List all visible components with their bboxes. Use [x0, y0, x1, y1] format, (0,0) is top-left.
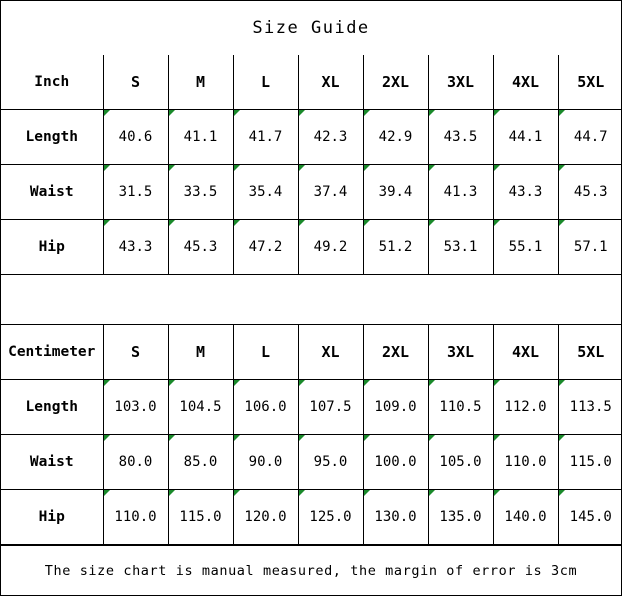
- cell-inch-hip-4xl: 55.1: [493, 220, 558, 275]
- cell-cm-length-3xl: 110.5: [428, 380, 493, 435]
- table-header-row: [1, 55, 622, 110]
- cell-cm-waist-4xl: 110.0: [493, 435, 558, 490]
- cell-cm-hip-5xl: 145.0: [558, 490, 622, 545]
- cell-inch-waist-l: 35.4: [233, 165, 298, 220]
- size-header-5xl: 5XL: [558, 325, 622, 380]
- cell-cm-hip-s: 110.0: [103, 490, 168, 545]
- table-row: [1, 110, 622, 165]
- cell-inch-length-4xl: 44.1: [493, 110, 558, 165]
- size-header-3xl: 3XL: [428, 325, 493, 380]
- size-table-inch: [1, 55, 622, 275]
- cell-inch-waist-4xl: 43.3: [493, 165, 558, 220]
- table-spacer: [1, 275, 621, 324]
- row-label-length: Length: [1, 110, 103, 165]
- cell-cm-hip-2xl: 130.0: [363, 490, 428, 545]
- cell-cm-waist-m: 85.0: [168, 435, 233, 490]
- cell-inch-length-5xl: 44.7: [558, 110, 622, 165]
- row-label-length: Length: [1, 380, 103, 435]
- cell-inch-length-2xl: 42.9: [363, 110, 428, 165]
- table-header-row: [1, 325, 622, 380]
- size-header-2xl: 2XL: [363, 325, 428, 380]
- cell-inch-length-s: 40.6: [103, 110, 168, 165]
- cell-cm-hip-4xl: 140.0: [493, 490, 558, 545]
- size-header-m: M: [168, 55, 233, 110]
- size-header-s: S: [103, 325, 168, 380]
- size-header-5xl: 5XL: [558, 55, 622, 110]
- cell-inch-hip-s: 43.3: [103, 220, 168, 275]
- size-header-m: M: [168, 325, 233, 380]
- measurement-disclaimer: The size chart is manual measured, the margin of error is 3cm: [1, 545, 621, 595]
- cell-cm-length-l: 106.0: [233, 380, 298, 435]
- table-row: [1, 380, 622, 435]
- row-label-hip: Hip: [1, 490, 103, 545]
- cell-inch-waist-s: 31.5: [103, 165, 168, 220]
- cell-inch-hip-3xl: 53.1: [428, 220, 493, 275]
- cell-cm-length-m: 104.5: [168, 380, 233, 435]
- cell-cm-waist-2xl: 100.0: [363, 435, 428, 490]
- cell-cm-hip-xl: 125.0: [298, 490, 363, 545]
- size-header-3xl: 3XL: [428, 55, 493, 110]
- row-label-waist: Waist: [1, 435, 103, 490]
- size-header-l: L: [233, 325, 298, 380]
- cell-inch-length-l: 41.7: [233, 110, 298, 165]
- cell-cm-waist-3xl: 105.0: [428, 435, 493, 490]
- cell-inch-waist-m: 33.5: [168, 165, 233, 220]
- size-header-4xl: 4XL: [493, 325, 558, 380]
- page-title: Size Guide: [252, 18, 370, 38]
- size-header-xl: XL: [298, 55, 363, 110]
- cell-inch-waist-3xl: 41.3: [428, 165, 493, 220]
- table-row: [1, 490, 622, 545]
- cell-cm-hip-l: 120.0: [233, 490, 298, 545]
- size-header-s: S: [103, 55, 168, 110]
- cell-inch-waist-xl: 37.4: [298, 165, 363, 220]
- size-header-l: L: [233, 55, 298, 110]
- table-row: [1, 435, 622, 490]
- cell-cm-hip-m: 115.0: [168, 490, 233, 545]
- size-table-centimeter: [1, 324, 622, 545]
- cell-inch-hip-xl: 49.2: [298, 220, 363, 275]
- cell-cm-length-4xl: 112.0: [493, 380, 558, 435]
- cell-inch-waist-2xl: 39.4: [363, 165, 428, 220]
- size-header-xl: XL: [298, 325, 363, 380]
- row-label-waist: Waist: [1, 165, 103, 220]
- table-row: [1, 165, 622, 220]
- cell-inch-hip-m: 45.3: [168, 220, 233, 275]
- size-header-2xl: 2XL: [363, 55, 428, 110]
- cell-inch-length-3xl: 43.5: [428, 110, 493, 165]
- cell-cm-waist-l: 90.0: [233, 435, 298, 490]
- cell-cm-waist-xl: 95.0: [298, 435, 363, 490]
- cell-cm-hip-3xl: 135.0: [428, 490, 493, 545]
- cell-cm-length-5xl: 113.5: [558, 380, 622, 435]
- cell-cm-length-xl: 107.5: [298, 380, 363, 435]
- unit-label-inch: Inch: [1, 55, 103, 110]
- cell-inch-length-xl: 42.3: [298, 110, 363, 165]
- cell-inch-waist-5xl: 45.3: [558, 165, 622, 220]
- cell-cm-length-s: 103.0: [103, 380, 168, 435]
- cell-inch-hip-2xl: 51.2: [363, 220, 428, 275]
- unit-label-centimeter: Centimeter: [1, 325, 103, 380]
- cell-cm-waist-5xl: 115.0: [558, 435, 622, 490]
- cell-inch-hip-5xl: 57.1: [558, 220, 622, 275]
- cell-inch-hip-l: 47.2: [233, 220, 298, 275]
- row-label-hip: Hip: [1, 220, 103, 275]
- cell-cm-length-2xl: 109.0: [363, 380, 428, 435]
- table-row: [1, 220, 622, 275]
- size-header-4xl: 4XL: [493, 55, 558, 110]
- cell-cm-waist-s: 80.0: [103, 435, 168, 490]
- cell-inch-length-m: 41.1: [168, 110, 233, 165]
